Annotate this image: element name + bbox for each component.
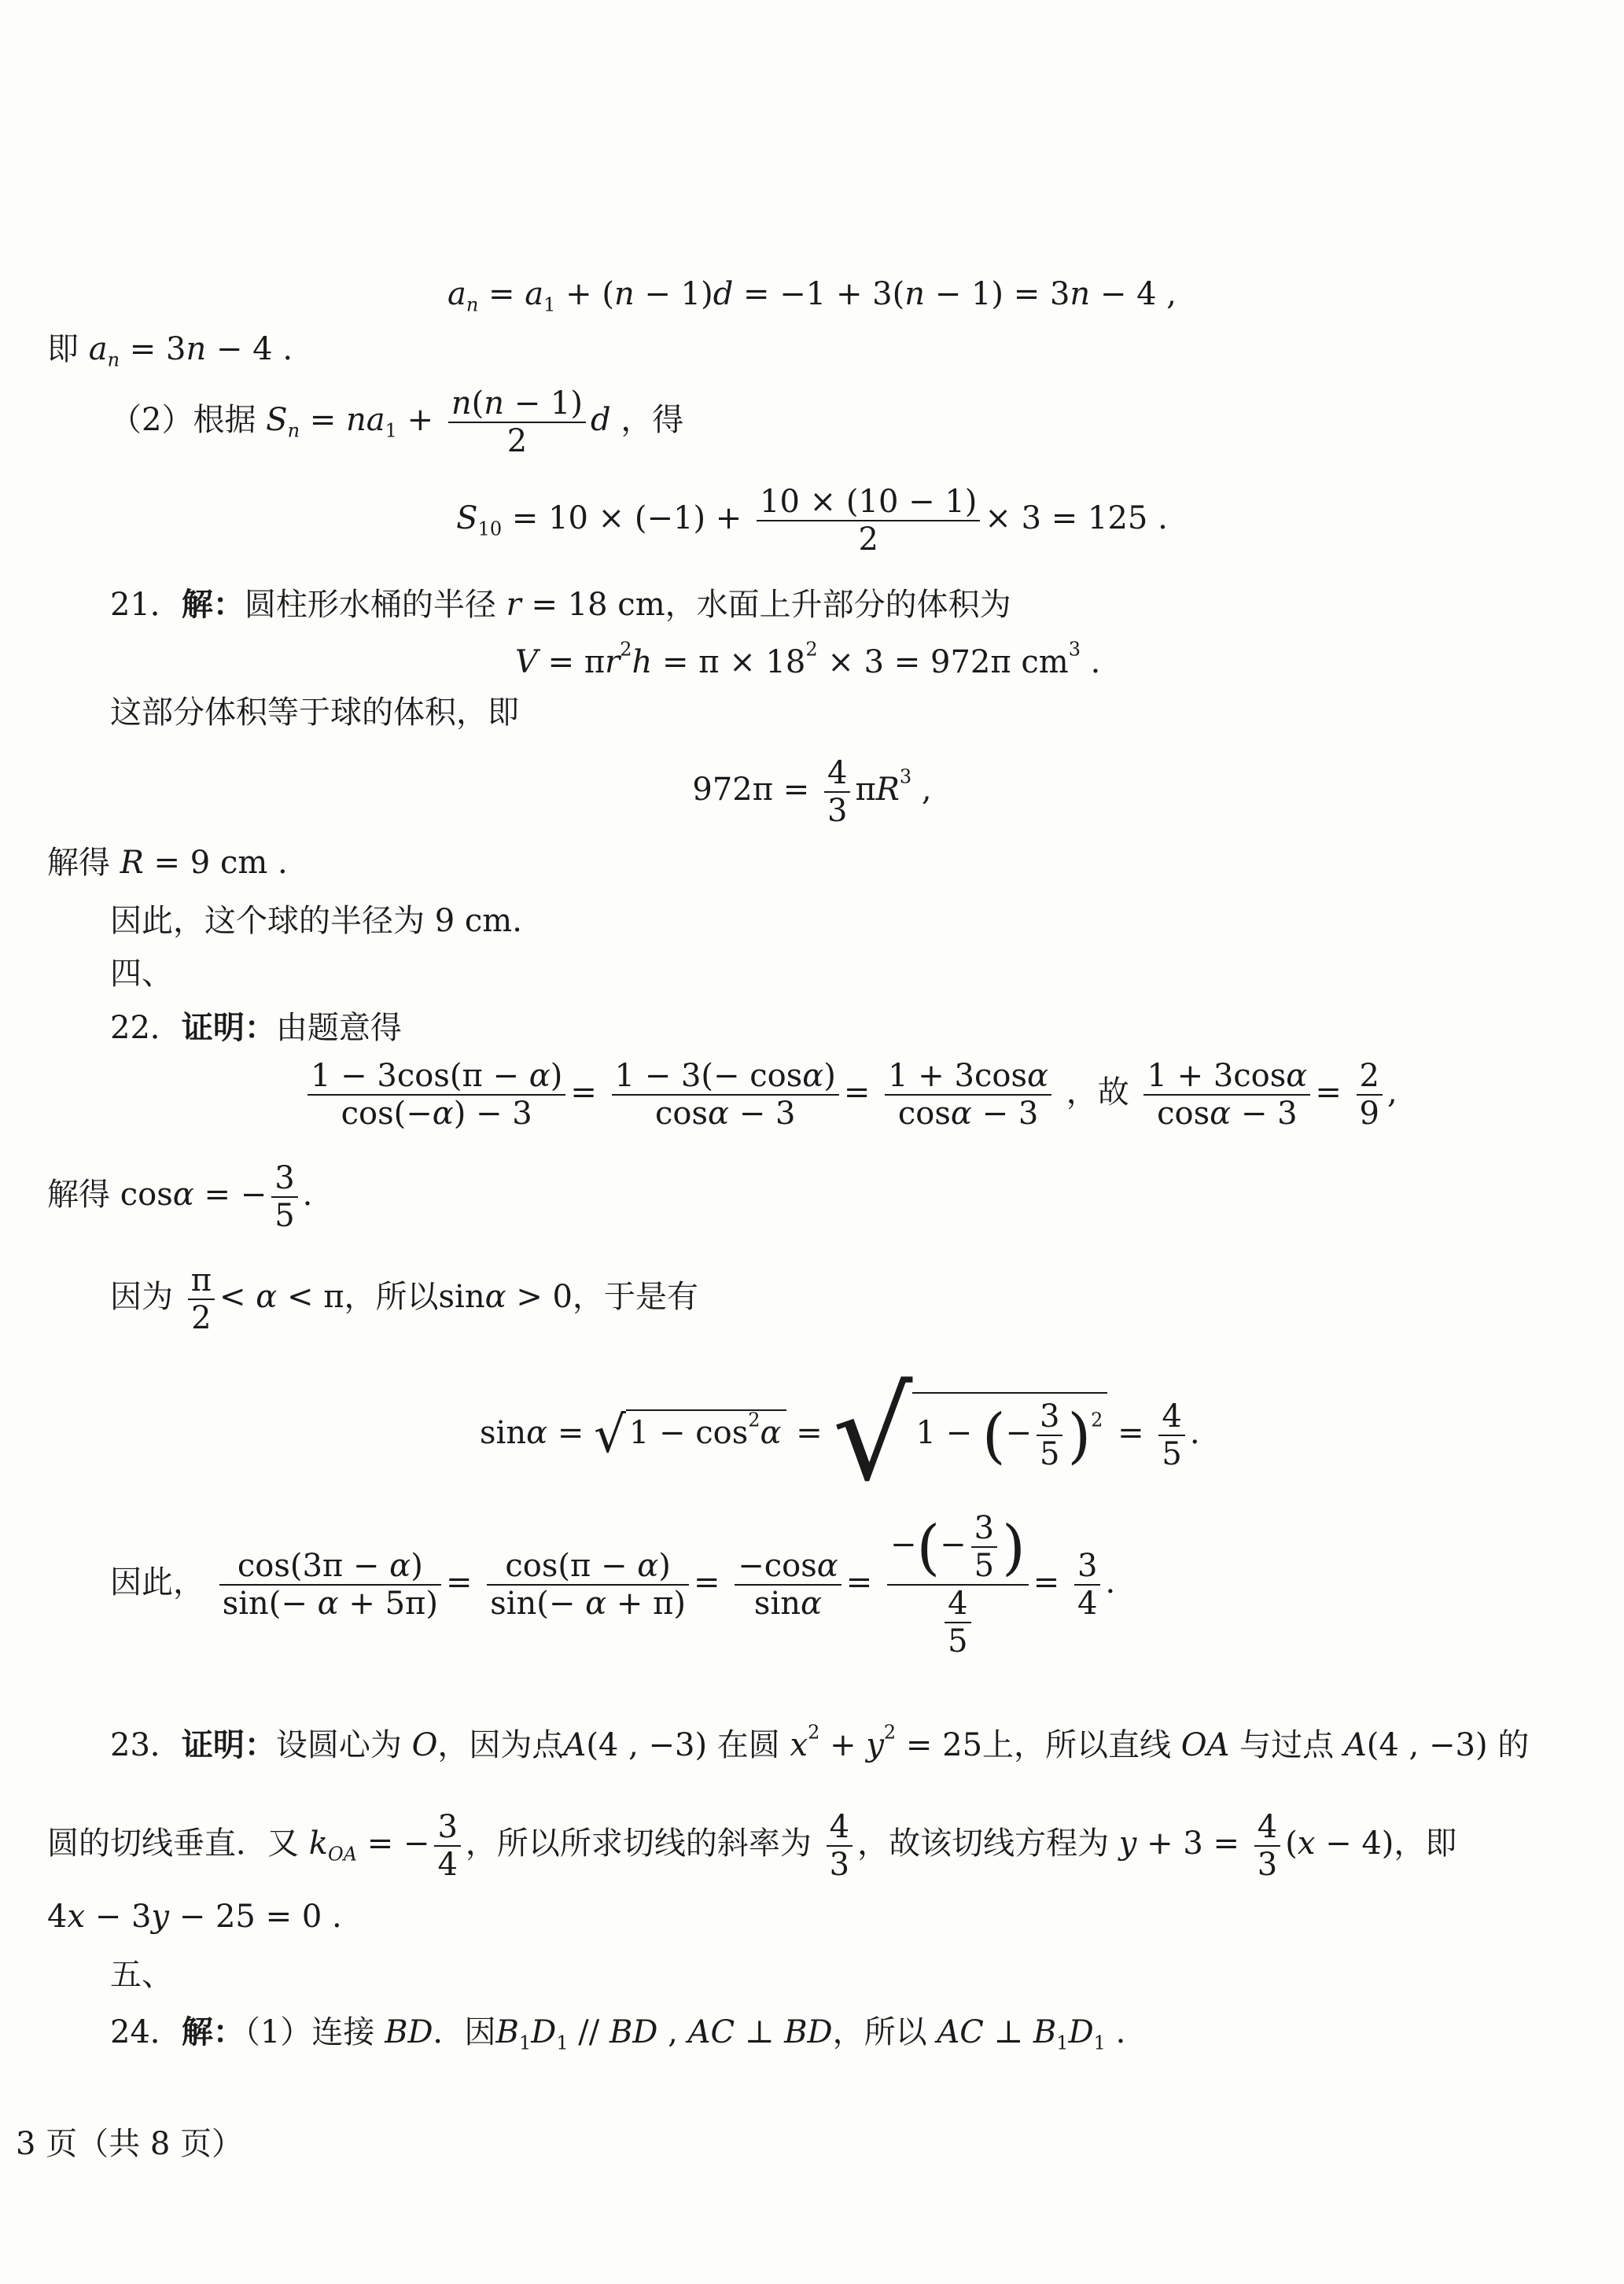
tangent-line-statement: 圆的切线垂直．又 $k_{OA}$ = − $\frac{3}{4}$ ，所以所求切线的斜率为 $\frac{4}{3}$ ，故该切线方程为 y + 3 = $\frac{4}{3}$ (x − 4)，即	[47, 1809, 1457, 1883]
equation-volume: $V = \pi r^2h = \pi \times 18^2 \times 3 = 972\pi$ $cm^3$ .	[515, 638, 1101, 680]
text-ji-23: ，即	[1394, 1825, 1457, 1862]
equation-sin-alpha: sinα = √ $1 - \cos^2\alpha$ = √ 1 − (− $\frac{3}{5}$ )$^2$ = $\frac{4}{5}$ .	[480, 1361, 1200, 1509]
text-slope-is: ，所以所求切线的斜率为	[465, 1825, 812, 1862]
section-five: 五、	[110, 1957, 173, 1993]
text-through-point: 与过点	[1239, 1727, 1335, 1763]
equation-tangent-line: 4x − 3y − 25 = 0 .	[47, 1899, 342, 1935]
part2-intro: （2）根据 $S_n = na_1$ + $\frac{n(n - 1)}{2}$ d ，得	[110, 385, 684, 459]
problem-24-header: 24．解：（1）连接 BD．因$B_1D_1$ // BD , AC ⊥ BD，所以 AC ⊥ $B_1D_1$ .	[110, 2013, 1126, 2054]
result-an: 即 $a_n = 3n - 4$ .	[47, 331, 293, 371]
fraction-4-over-3-eq: $\frac{4}{3}$	[1254, 1809, 1280, 1883]
fraction-cos3pi-over-sin5pi: $\frac{\cos(3\pi - \alpha)}{\sin(- \alpha + 5\pi)}$	[219, 1548, 441, 1622]
equation-final-22: 因此， $\frac{\cos(3\pi - \alpha)}{\sin(- \alpha + 5\pi)}$ = $\frac{\cos(\pi - \alpha)}{\sin(- \alpha + \pi)}$ = $\frac{-\cos\alpha}{\sin\alpha}$ = −(− $\frac{3}{5}$ ) $\frac{4}{5}$ = $\frac{3}{4}$ .	[110, 1510, 1116, 1660]
text-yushiyou: ，于是有	[573, 1279, 699, 1315]
fraction-pi-over-2: $\frac{\pi}{2}$	[188, 1262, 215, 1336]
text-yinwei: 因为	[110, 1279, 173, 1315]
text-gu: ，故	[1066, 1074, 1129, 1111]
label-jie: 解：	[181, 586, 245, 623]
problem-number-21: 21．	[110, 587, 182, 623]
text-de-23: 的	[1497, 1727, 1530, 1763]
sqrt-1-minus-cos2: √ $1 - \cos^2\alpha$	[594, 1405, 786, 1466]
fraction-22-d: $\frac{1 + 3\cos\alpha}{\cos\alpha - 3}$	[1143, 1058, 1310, 1132]
fraction-10x9-over-2: $\frac{10 \times (10 - 1)}{2}$	[757, 484, 980, 558]
problem-23-header: 23．证明：设圆心为 O，因为点A(4 , −3) 在圆 $x^2 + y^2 = 25$上，所以直线 OA 与过点 A(4 , −3) 的	[110, 1721, 1530, 1763]
problem-22-header	[110, 1009, 402, 1047]
text-on-circle: 在圆	[716, 1727, 780, 1763]
problem-21-header: 21．解：圆柱形水桶的半径 r = 18 cm，水面上升部分的体积为	[110, 586, 1011, 623]
section-four: 四、	[110, 956, 173, 992]
result-cos-alpha: 解得 cosα = − $\frac{3}{5}$ .	[47, 1160, 313, 1234]
sqrt-nested: √ 1 − (− $\frac{3}{5}$ )$^2$	[833, 1372, 1108, 1498]
conclusion-21: 因此，这个球的半径为 9 cm.	[110, 903, 522, 939]
equation-sphere-volume: 972π = $\frac{4}{3}$ $\pi R^3$ ,	[692, 755, 932, 829]
text-jiede: 解得	[47, 845, 110, 881]
fraction-22-a: $\frac{1 - 3\cos(\pi - \alpha)}{\cos(-\alpha) - 3}$	[307, 1058, 565, 1132]
fraction-negcos-over-sin: $\frac{-\cos\alpha}{\sin\alpha}$	[735, 1548, 841, 1622]
equation-s10: $S_{10} = 10 \times (-1)$ + $\frac{10 \times (10 - 1)}{2}$ × 3 = 125 .	[456, 484, 1168, 558]
result-R: 解得 R = 9 cm .	[47, 845, 288, 881]
text-perpendicular: 圆的切线垂直．又	[47, 1825, 299, 1862]
text-yinci: 因此，	[110, 1564, 204, 1601]
text-so-line: 上，所以直线	[982, 1727, 1172, 1763]
text-equals-sphere-volume: 这部分体积等于球的体积，即	[110, 694, 519, 731]
fraction-22-b: $\frac{1 - 3(- \cos\alpha)}{\cos\alpha - 3}$	[612, 1058, 839, 1132]
text-center-is: 设圆心为	[275, 1727, 402, 1763]
text-volume-intro: ，水面上升部分的体积为	[665, 587, 1011, 623]
fraction-4-over-3-slope: $\frac{4}{3}$	[827, 1809, 853, 1883]
label-zhengming-23: 证明：	[181, 1726, 276, 1763]
text-connect: （1）连接	[244, 2014, 375, 2050]
problem-number-24: 24．	[110, 2014, 182, 2050]
text-therefore: ，所以	[832, 2014, 927, 2050]
fraction-22-c: $\frac{1 + 3\cos\alpha}{\cos\alpha - 3}$	[885, 1058, 1051, 1132]
text-de: ，得	[621, 402, 684, 438]
fraction-n-n-minus-1-over-2: $\frac{n(n - 1)}{2}$	[448, 385, 586, 459]
problem-number-22: 22．	[110, 1010, 182, 1046]
fraction-3-over-4: $\frac{3}{4}$	[1074, 1548, 1100, 1622]
fraction-4-over-3: $\frac{4}{3}$	[824, 755, 850, 829]
text-ji: 即	[47, 331, 79, 367]
fraction-2-over-9: $\frac{2}{9}$	[1357, 1058, 1383, 1132]
text-by-problem: 由题意得	[275, 1010, 402, 1046]
problem-number-23: 23．	[110, 1727, 182, 1763]
text-because: ．因	[433, 2014, 496, 2050]
label-jie-24: 解：	[181, 2013, 245, 2050]
alpha-range-statement: 因为 $\frac{\pi}{2}$ < α < π，所以sinα > 0，于是有	[110, 1262, 699, 1336]
text-jiede-2: 解得	[47, 1177, 110, 1213]
fraction-4-over-5: $\frac{4}{5}$	[1158, 1398, 1184, 1472]
fraction-3-over-5: $\frac{3}{5}$	[271, 1160, 297, 1234]
fraction-cospi-over-sinpi: $\frac{\cos(\pi - \alpha)}{\sin(- \alpha + \pi)}$	[487, 1548, 689, 1622]
text-suoyi: ，所以	[344, 1279, 439, 1315]
label-zhengming: 证明：	[181, 1009, 276, 1046]
text-because-point: ，因为点	[437, 1727, 564, 1763]
equation-an-derivation: $a_n = a_1 + (n - 1)d = -1 + 3(n - 1) = 3n - 4$ ,	[447, 276, 1177, 316]
fraction-compound: −(− $\frac{3}{5}$ ) $\frac{4}{5}$	[887, 1510, 1029, 1660]
text-equation-is: ，故该切线方程为	[857, 1825, 1110, 1862]
text-radius-intro: 圆柱形水桶的半径	[244, 587, 496, 623]
page-footer: 3 页（共 8 页）	[16, 2126, 244, 2162]
fraction-3-over-4-neg: $\frac{3}{4}$	[434, 1809, 460, 1883]
equation-22-chain: $\frac{1 - 3\cos(\pi - \alpha)}{\cos(-\alpha) - 3}$ = $\frac{1 - 3(- \cos\alpha)}{\cos\alpha - 3}$ = $\frac{1 + 3\cos\alpha}{\cos\alpha - 3}$ ，故 $\frac{1 + 3\cos\alpha}{\cos\alpha - 3}$ = $\frac{2}{9}$ ,	[303, 1058, 1398, 1132]
text-part2-label: （2）根据	[110, 402, 256, 438]
